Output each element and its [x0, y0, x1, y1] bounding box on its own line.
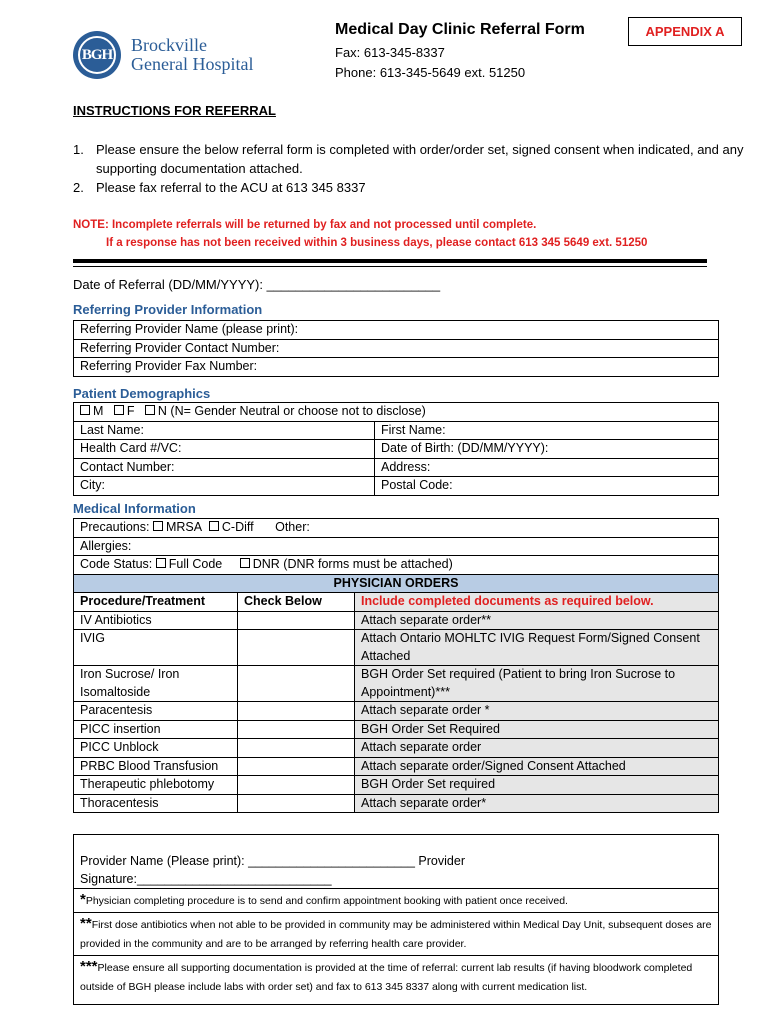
procedure-check-cell[interactable] [238, 630, 355, 666]
procedure-check-cell[interactable] [238, 720, 355, 739]
procedure-name: Therapeutic phlebotomy [74, 776, 238, 795]
date-of-referral-field[interactable]: Date of Referral (DD/MM/YYYY): ________________________ [73, 277, 441, 292]
cdiff-checkbox[interactable] [209, 521, 219, 531]
fax-number: Fax: 613-345-8337 [335, 45, 445, 60]
footnote-2 [74, 913, 719, 956]
instruction-text: Please fax referral to the ACU at 613 345 8337 [96, 180, 366, 195]
logo-monogram: BGH [78, 36, 116, 74]
precautions-label: Precautions: [80, 520, 150, 534]
procedure-doc: Attach separate order * [355, 702, 719, 721]
footnote-3 [74, 956, 719, 1005]
table-row [74, 794, 719, 813]
gender-f-label: F [126, 404, 135, 418]
dob-field[interactable]: Date of Birth: (DD/MM/YYYY): [375, 440, 719, 459]
dnr-checkbox[interactable] [240, 558, 250, 568]
contact-info [335, 43, 525, 83]
procedure-name: PICC Unblock [74, 739, 238, 758]
divider-thick [73, 259, 707, 263]
footnote-2-text: First dose antibiotics when not able to be provided in community may be administered within Medical Day Unit, subsequent doses are provided in the community and are to be arranged by referring health care provider. [80, 919, 712, 950]
note-line2: If a response has not been received within 3 business days, please contact 613 345 5649 ext. 51250 [106, 237, 648, 249]
gender-n-checkbox[interactable] [145, 405, 155, 415]
footnote-3-mark: *** [80, 958, 98, 975]
footer-notes-table [73, 834, 719, 1005]
procedure-doc: Attach Ontario MOHLTC IVIG Request Form/Signed Consent Attached [355, 630, 719, 666]
procedure-doc: BGH Order Set required [355, 776, 719, 795]
procedure-name: PICC insertion [74, 720, 238, 739]
gender-m-label: M [93, 404, 104, 418]
postal-code-field[interactable]: Postal Code: [375, 477, 719, 496]
table-row [74, 666, 719, 702]
table-row [74, 702, 719, 721]
documents-column-header: Include completed documents as required below. [355, 593, 719, 612]
procedure-doc: BGH Order Set Required [355, 720, 719, 739]
procedure-check-cell[interactable] [238, 739, 355, 758]
procedure-check-cell[interactable] [238, 794, 355, 813]
medical-information-heading: Medical Information [73, 501, 196, 516]
gender-m-checkbox[interactable] [80, 405, 90, 415]
procedure-name: IV Antibiotics [74, 611, 238, 630]
code-status-label: Code Status: [80, 557, 153, 571]
city-field[interactable]: City: [74, 477, 375, 496]
last-name-field[interactable]: Last Name: [74, 421, 375, 440]
procedure-doc: Attach separate order [355, 739, 719, 758]
instruction-item [73, 178, 753, 197]
check-below-column-header: Check Below [238, 593, 355, 612]
referring-provider-table [73, 320, 719, 377]
procedure-doc: Attach separate order** [355, 611, 719, 630]
mrsa-checkbox[interactable] [153, 521, 163, 531]
first-name-field[interactable]: First Name: [375, 421, 719, 440]
hospital-name [131, 36, 253, 74]
procedure-check-cell[interactable] [238, 666, 355, 702]
procedure-name: PRBC Blood Transfusion [74, 757, 238, 776]
procedure-name: Thoracentesis [74, 794, 238, 813]
procedure-check-cell[interactable] [238, 776, 355, 795]
code-status-row [74, 556, 719, 575]
hospital-logo [73, 31, 121, 79]
table-row [74, 739, 719, 758]
procedure-doc: BGH Order Set required (Patient to bring Iron Sucrose to Appointment)*** [355, 666, 719, 702]
instructions-list [73, 140, 753, 197]
gender-row [74, 403, 719, 422]
referring-provider-fax-field[interactable]: Referring Provider Fax Number: [74, 358, 719, 377]
patient-demographics-table [73, 402, 719, 496]
footnote-1-mark: * [80, 891, 86, 908]
cdiff-label: C-Diff [221, 520, 254, 534]
hospital-name-line2: General Hospital [131, 54, 254, 74]
footnote-2-mark: ** [80, 915, 92, 932]
procedure-column-header: Procedure/Treatment [74, 593, 238, 612]
referring-provider-name-field[interactable]: Referring Provider Name (please print): [74, 321, 719, 340]
gender-n-label: N (N= Gender Neutral or choose not to disclose) [157, 404, 426, 418]
contact-number-field[interactable]: Contact Number: [74, 458, 375, 477]
medical-information-table [73, 518, 719, 813]
health-card-field[interactable]: Health Card #/VC: [74, 440, 375, 459]
table-row [74, 776, 719, 795]
phone-number: Phone: 613-345-5649 ext. 51250 [335, 65, 526, 80]
incomplete-note [73, 216, 753, 252]
note-line1: NOTE: Incomplete referrals will be returned by fax and not processed until complete. [73, 219, 537, 231]
footnote-3-text: Please ensure all supporting documentation is provided at the time of referral: current lab results (if having bloodwork completed outside of BGH please include labs with order set) and fax to 613 345 8337 along with current medication list. [80, 962, 693, 993]
precautions-row [74, 519, 719, 538]
footnote-1-text: Physician completing procedure is to send and confirm appointment booking with patient once received. [85, 895, 568, 907]
provider-signature-field[interactable]: Provider Name (Please print): ________________________ Provider Signature:____________________________ [74, 835, 719, 889]
procedure-doc: Attach separate order* [355, 794, 719, 813]
allergies-field[interactable]: Allergies: [74, 537, 719, 556]
precautions-other-field[interactable]: Other: [275, 520, 310, 534]
gender-f-checkbox[interactable] [114, 405, 124, 415]
procedure-check-cell[interactable] [238, 757, 355, 776]
referring-provider-contact-field[interactable]: Referring Provider Contact Number: [74, 339, 719, 358]
dnr-label: DNR (DNR forms must be attached) [252, 557, 453, 571]
full-code-label: Full Code [168, 557, 223, 571]
table-row [74, 720, 719, 739]
hospital-name-line1: Brockville [131, 35, 207, 55]
form-title: Medical Day Clinic Referral Form [335, 21, 585, 38]
procedure-name: Paracentesis [74, 702, 238, 721]
procedure-check-cell[interactable] [238, 702, 355, 721]
instruction-number: 2. [73, 180, 84, 195]
table-row [74, 757, 719, 776]
patient-demographics-heading: Patient Demographics [73, 386, 211, 401]
procedure-check-cell[interactable] [238, 611, 355, 630]
instruction-text: Please ensure the below referral form is completed with order/order set, signed consent when indicated, and any supporting documentation attached. [96, 142, 744, 176]
full-code-checkbox[interactable] [156, 558, 166, 568]
instruction-number: 1. [73, 142, 84, 157]
divider-thin [73, 266, 707, 267]
appendix-label: APPENDIX A [628, 17, 742, 46]
instructions-heading: INSTRUCTIONS FOR REFERRAL [73, 103, 276, 118]
procedure-doc: Attach separate order/Signed Consent Attached [355, 757, 719, 776]
table-row [74, 611, 719, 630]
footnote-1 [74, 889, 719, 913]
procedure-name: IVIG [74, 630, 238, 666]
address-field[interactable]: Address: [375, 458, 719, 477]
referring-provider-heading: Referring Provider Information [73, 302, 263, 317]
mrsa-label: MRSA [165, 520, 202, 534]
instruction-item [73, 140, 753, 178]
table-row [74, 630, 719, 666]
physician-orders-heading: PHYSICIAN ORDERS [74, 574, 719, 593]
procedure-name: Iron Sucrose/ Iron Isomaltoside [74, 666, 238, 702]
